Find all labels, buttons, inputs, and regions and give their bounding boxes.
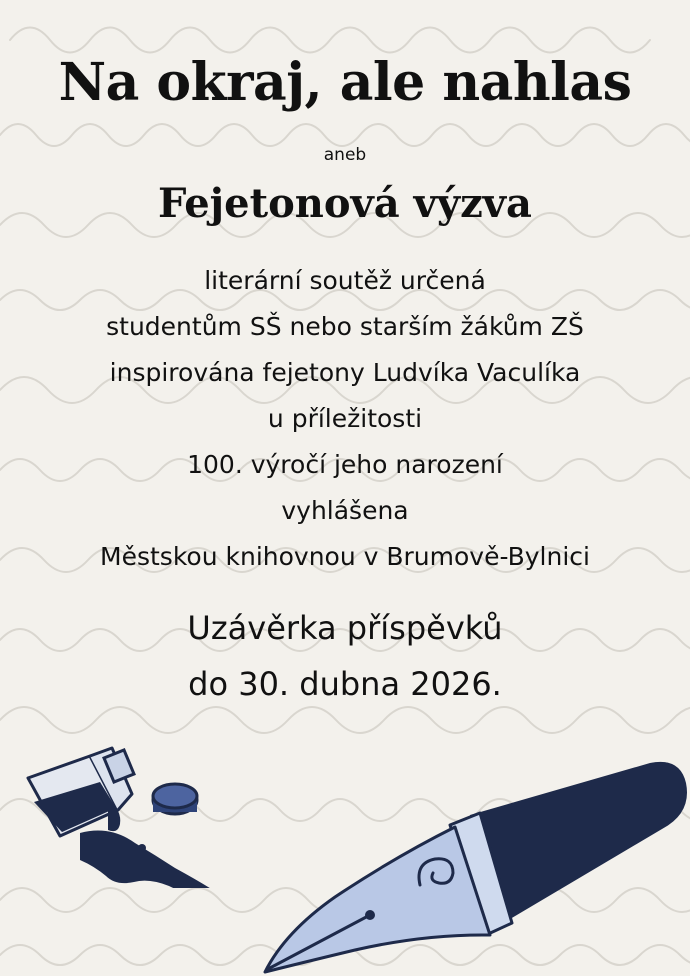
spilled-ink-bottle-icon — [20, 738, 230, 888]
description-block — [0, 258, 690, 580]
description-line: u příležitosti — [267, 404, 423, 433]
description-line: Městskou knihovnou v Brumově-Bylnici — [100, 542, 590, 571]
aneb-connector: aneb — [323, 145, 367, 165]
description-line: literární soutěž určená — [204, 266, 486, 295]
deadline-line: do 30. dubna 2026. — [188, 665, 502, 703]
description-line: studentům SŠ nebo starším žákům ZŠ — [106, 312, 584, 341]
fountain-pen-icon — [250, 755, 690, 976]
deadline-line: Uzávěrka příspěvků — [187, 609, 503, 647]
description-line: inspirována fejetony Ludvíka Vaculíka — [109, 358, 581, 387]
poster-subtitle: Fejetonová výzva — [158, 180, 532, 227]
description-line: vyhlášena — [281, 496, 409, 525]
poster-title: Na okraj, ale nahlas — [58, 52, 632, 113]
deadline-block — [0, 600, 690, 712]
description-line: 100. výročí jeho narození — [187, 450, 503, 479]
